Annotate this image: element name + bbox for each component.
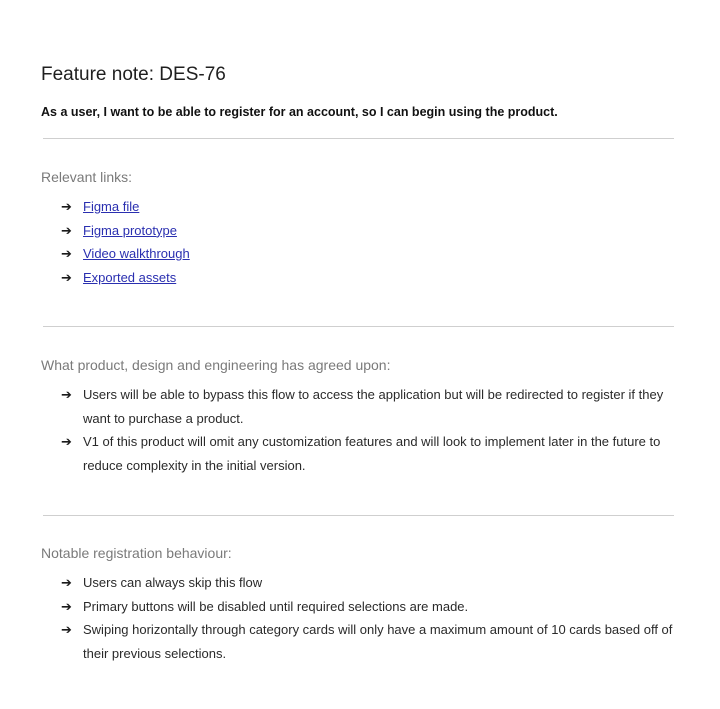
list-item-text: Primary buttons will be disabled until required selections are made. xyxy=(83,598,469,614)
list-item-text: Users will be able to bypass this flow to access the application but will be redirected to register if they want to purchase a product. xyxy=(83,387,664,426)
list-item xyxy=(61,242,673,266)
arrow-right-icon: ➔ xyxy=(61,199,72,214)
arrow-right-icon: ➔ xyxy=(61,387,72,402)
arrow-right-icon: ➔ xyxy=(61,598,72,614)
divider xyxy=(43,326,674,327)
list-item xyxy=(61,266,673,290)
video-walkthrough-link[interactable]: Video walkthrough xyxy=(83,246,190,261)
figma-file-link[interactable]: Figma file xyxy=(83,199,140,214)
arrow-right-icon: ➔ xyxy=(61,222,72,238)
arrow-right-icon: ➔ xyxy=(61,622,72,637)
divider xyxy=(43,515,674,516)
behaviour-list xyxy=(61,571,673,665)
agreed-heading: What product, design and engineering has agreed upon: xyxy=(41,357,391,373)
list-item xyxy=(61,595,673,619)
list-item xyxy=(61,618,673,665)
links-heading: Relevant links: xyxy=(41,169,133,185)
list-item xyxy=(61,430,673,477)
list-item-text: Swiping horizontally through category cards will only have a maximum amount of 10 cards based off of their previous selections. xyxy=(83,622,673,661)
links-list xyxy=(61,195,673,289)
behaviour-heading: Notable registration behaviour: xyxy=(41,545,232,561)
list-item xyxy=(61,195,673,219)
agreed-list xyxy=(61,383,673,477)
list-item xyxy=(61,383,673,430)
exported-assets-link[interactable]: Exported assets xyxy=(83,269,177,285)
arrow-right-icon: ➔ xyxy=(61,269,72,285)
list-item xyxy=(61,219,673,243)
divider xyxy=(43,138,674,139)
figma-prototype-link[interactable]: Figma prototype xyxy=(83,222,177,238)
list-item xyxy=(61,571,673,595)
page-title: Feature note: DES-76 xyxy=(41,64,226,85)
list-item-text: V1 of this product will omit any customization features and will look to implement later in the future to reduce complexity in the initial version. xyxy=(83,434,661,473)
user-story: As a user, I want to be able to register for an account, so I can begin using the product. xyxy=(41,105,558,119)
list-item-text: Users can always skip this flow xyxy=(83,575,263,590)
arrow-right-icon: ➔ xyxy=(61,246,72,261)
arrow-right-icon: ➔ xyxy=(61,434,72,449)
arrow-right-icon: ➔ xyxy=(61,575,72,590)
